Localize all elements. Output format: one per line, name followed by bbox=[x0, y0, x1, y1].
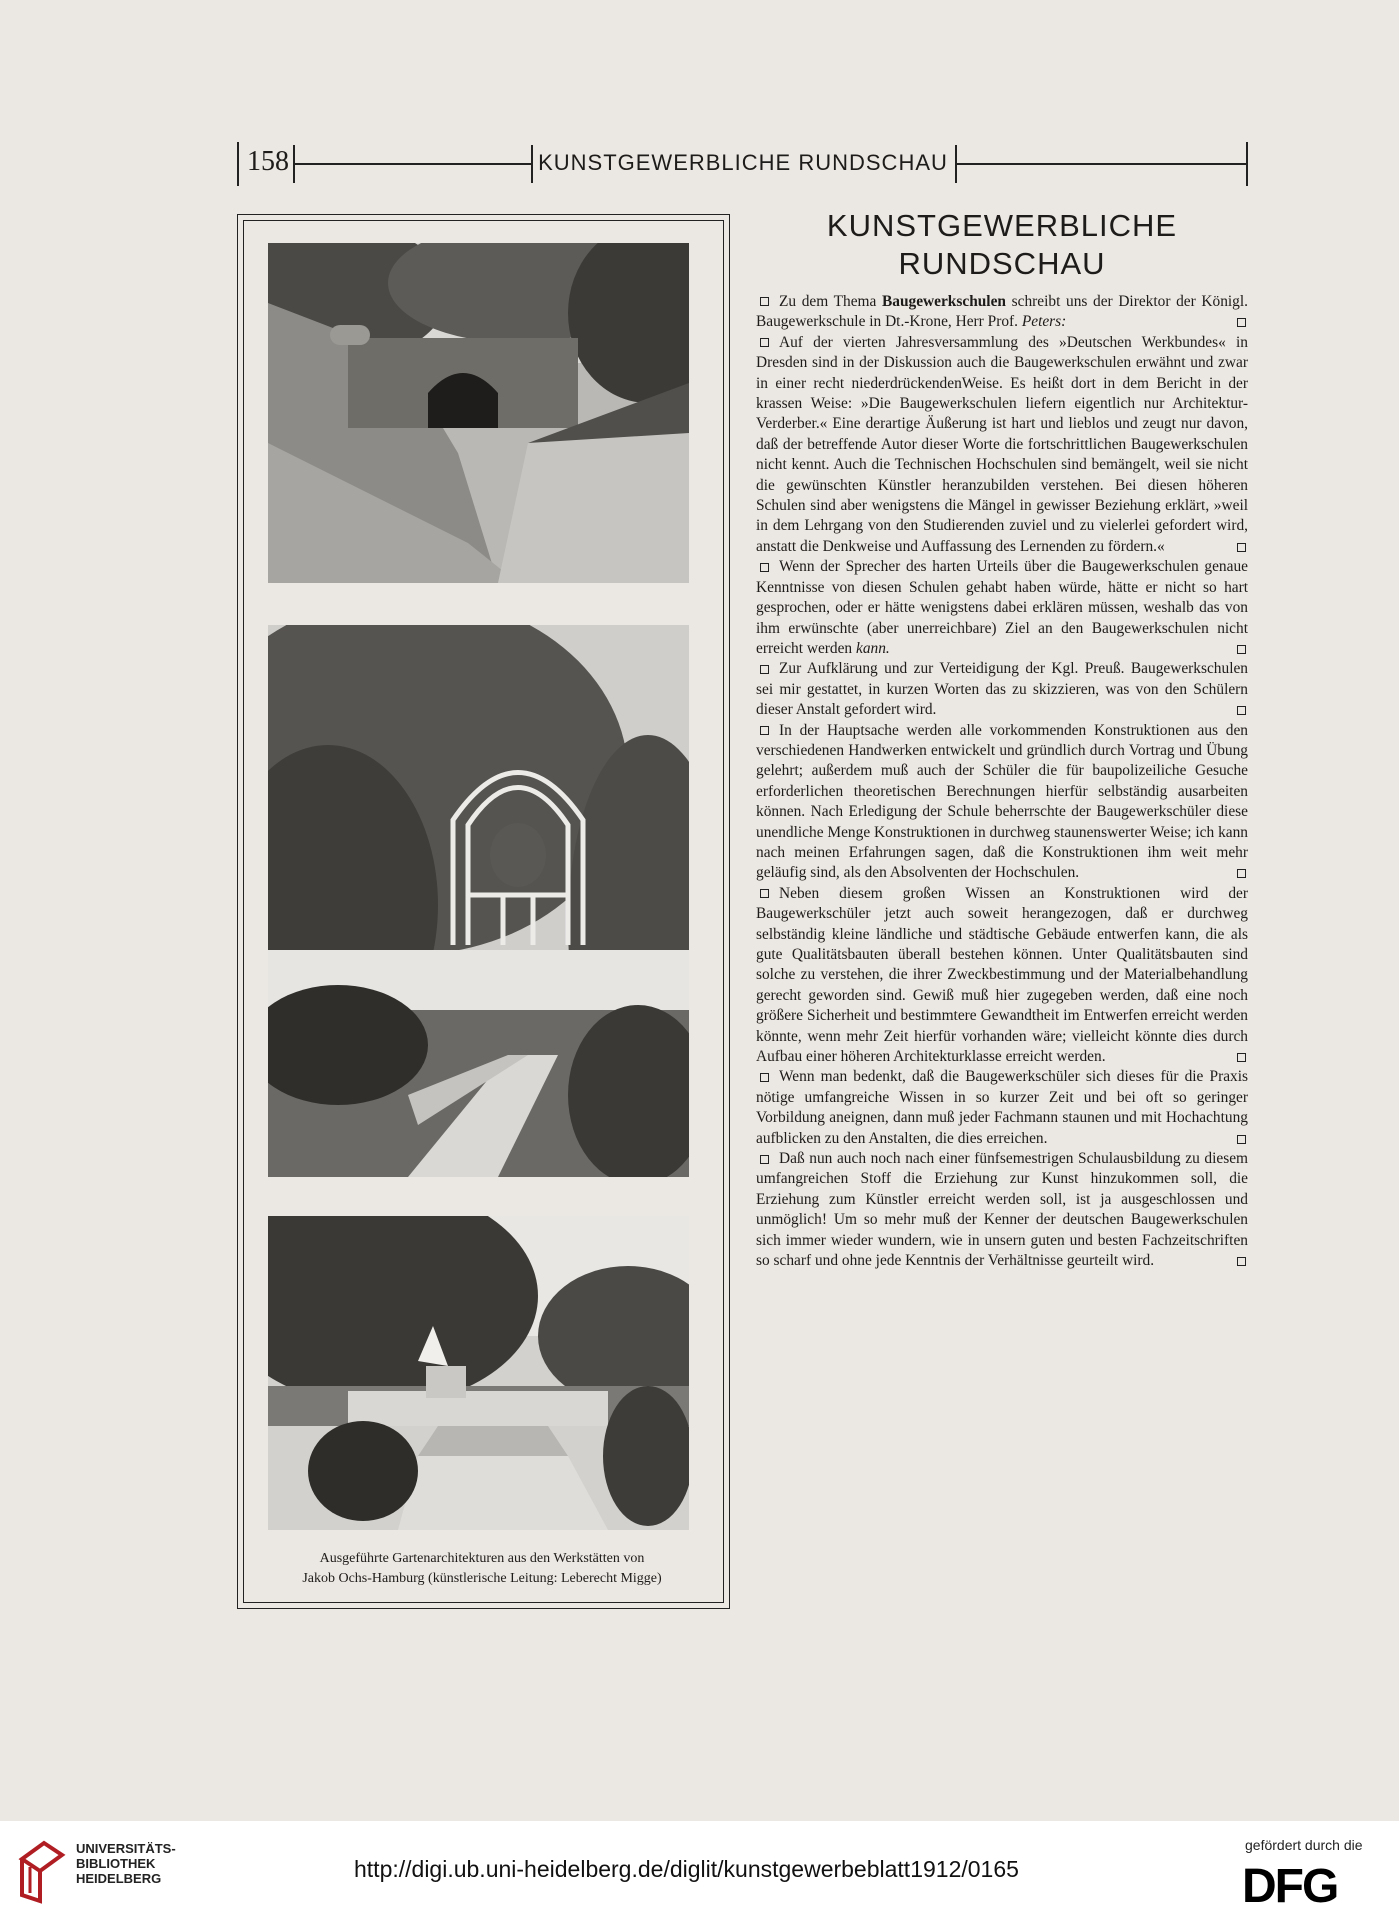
library-name-line: UNIVERSITÄTS- bbox=[76, 1841, 176, 1856]
emphasis-bold: Baugewerkschulen bbox=[881, 293, 1006, 310]
paragraph-end-icon bbox=[1237, 1257, 1246, 1266]
emphasis-italic: kann. bbox=[855, 639, 890, 657]
headline-line: KUNSTGEWERBLICHE bbox=[826, 208, 1178, 243]
text: Wenn man bedenkt, daß die Baugewerkschüler sich dieses für die Praxis nötige umfangreiche Wissen in so kurzer Zeit und bei oft so geringer Vorbildung aneignen, dann muß jeder Fachmann staunen und mit Hochachtung aufblicken zu den Anstalten, die dies erreichen. bbox=[756, 1068, 1248, 1147]
paragraph bbox=[756, 884, 1248, 1068]
text: schreibt uns der Direktor der Königl. Baugewerkschule in Dt.-Krone, Herr Prof. bbox=[756, 293, 1248, 331]
text: Zu dem Thema bbox=[779, 293, 882, 310]
funder-logo: DFG bbox=[1242, 1860, 1338, 1913]
paragraph-end-icon bbox=[1237, 543, 1246, 552]
paragraph-end-icon bbox=[1237, 318, 1246, 327]
page-number: 158 bbox=[247, 146, 289, 177]
caption-line: Ausgeführte Gartenarchitekturen aus den Werkstätten von bbox=[319, 1551, 645, 1566]
paragraph-marker-icon bbox=[760, 665, 769, 674]
paragraph-end-icon bbox=[1237, 706, 1246, 715]
paragraph bbox=[756, 292, 1248, 333]
paragraph bbox=[756, 721, 1248, 884]
text: Daß nun auch noch nach einer fünfsemestrigen Schulausbildung zu diesem umfangreichen Stoff die Erziehung zur Kunst hinzukommen soll, die Erziehung zum Künstler erreicht werden soll, ist ja ausgeschlossen und unmöglich! Um so mehr muß der Kenner der deutschen Baugewerkschulen sich immer wieder wundern, wie in unsern guten und besten Fachzeitschriften so scharf und ohne jede Kenntnis der Verhältnisse geurteilt wird. bbox=[756, 1150, 1248, 1270]
paragraph bbox=[756, 1067, 1248, 1149]
caption-line: Jakob Ochs-Hamburg (künstlerische Leitung: Leberecht Migge) bbox=[302, 1571, 662, 1586]
text: Auf der vierten Jahresversammlung des »Deutschen Werkbundes« in Dresden sind in der Diskussion auch die Baugewerkschulen erwähnt und zwar in einer recht niederdrückendenWeise. Es heißt dort in dem Bericht in der krassen Weise: »Die Baugewerkschulen liefern eigentlich nur Architektur-Verderber.« Eine derartige Äußerung ist hart und lieblos und zeugt nur davon, daß der betreffende Autor dieser Worte die fortschrittlichen Baugewerkschulen nicht kennt. Auch die Technischen Hochschulen sind bemängelt, weil sie nicht die gewünschten Künstler heranzubilden verstehen. Bei diesen höheren Schulen sind aber wenigstens die Mängel in gewisser Beziehung erklärt, »weil in dem Lehrgang von den Studierenden zuviel und zu vielerlei gefordert wird, anstatt die Denkweise und Auffassung des Lernenden zu fördern.« bbox=[756, 333, 1248, 555]
paragraph-end-icon bbox=[1237, 1135, 1246, 1144]
library-name bbox=[76, 1841, 176, 1886]
header-rule-left bbox=[295, 163, 531, 165]
paragraph-marker-icon bbox=[760, 1155, 769, 1164]
headline-line: RUNDSCHAU bbox=[898, 246, 1106, 281]
emphasis-italic: Peters: bbox=[1021, 313, 1067, 331]
paragraph-marker-icon bbox=[760, 563, 769, 572]
paragraph-end-icon bbox=[1237, 1053, 1246, 1062]
header-rule-right bbox=[957, 163, 1246, 165]
running-header bbox=[237, 142, 1248, 186]
paragraph-end-icon bbox=[1237, 869, 1246, 878]
article-body bbox=[756, 292, 1248, 1272]
library-logo-icon bbox=[14, 1839, 68, 1905]
paragraph-marker-icon bbox=[760, 297, 769, 306]
digitization-footer bbox=[0, 1821, 1399, 1923]
paragraph-end-icon bbox=[1237, 645, 1246, 654]
paragraph bbox=[756, 557, 1248, 659]
text: Zur Aufklärung und zur Verteidigung der Kgl. Preuß. Baugewerkschulen sei mir gestattet, in kurzen Worten das zu skizzieren, was von den Schülern dieser Anstalt gefordert wird. bbox=[756, 660, 1248, 719]
paragraph-marker-icon bbox=[760, 338, 769, 347]
figure-caption bbox=[256, 1549, 708, 1589]
permalink-url[interactable]: http://digi.ub.uni-heidelberg.de/diglit/kunstgewerbeblatt1912/0165 bbox=[354, 1856, 1019, 1882]
paragraph-marker-icon bbox=[760, 889, 769, 898]
paragraph bbox=[756, 659, 1248, 720]
text: Neben diesem großen Wissen an Konstruktionen wird der Baugewerkschüler jetzt auch soweit herangezogen, daß er durchweg selbständig kleine ländliche und städtische Gebäude entwerfen kann, die als gute Qualitätsbauten überall bestehen können. Unter Qualitätsbauten sind solche zu verstehen, die ihrer Zweckbestimmung und der Materialbehandlung gerecht geworden sind. Gewiß muß hier zugegeben werden, daß eine noch größere Sicherheit und bestimmtere Gewandtheit im Entwerfen erreicht werden könnte, wenn mehr Zeit hierfür vorhanden wäre; vielleicht könnte dies durch Aufbau einer höheren Architekturklasse erreicht werden. bbox=[756, 884, 1248, 1066]
photo-statue-steps bbox=[268, 1216, 689, 1530]
photo-stone-bridge bbox=[268, 243, 689, 583]
paragraph-marker-icon bbox=[760, 726, 769, 735]
paragraph bbox=[756, 333, 1248, 557]
running-title: KUNSTGEWERBLICHE RUNDSCHAU bbox=[538, 150, 948, 175]
text: In der Hauptsache werden alle vorkommenden Konstruktionen aus den verschiedenen Handwerken entwickelt und gründlich durch Vortrag und Übung gelehrt; außerdem muß auch der Schüler die für baupolizeiliche Gesuche erforderlichen theoretischen Berechnungen hierfür selbständig ausarbeiten können. Nach Erledigung der Schule beherrschte der Baugewerkschüler diese unendliche Menge Konstruktionen in durchweg staunenswerter Weise; ich kann nach meinen Erfahrungen sagen, daß die Konstruktionen ihm weit mehr geläufig sind, als den Absolventen der Hochschulen. bbox=[756, 721, 1248, 882]
paragraph-marker-icon bbox=[760, 1073, 769, 1082]
photo-trellis-pavilion bbox=[268, 625, 689, 1177]
library-name-line: HEIDELBERG bbox=[76, 1871, 162, 1886]
funded-by-label: gefördert durch die bbox=[1245, 1837, 1363, 1853]
article-headline bbox=[756, 207, 1248, 283]
library-name-line: BIBLIOTHEK bbox=[76, 1856, 156, 1871]
paragraph bbox=[756, 1149, 1248, 1271]
text: Wenn der Sprecher des harten Urteils über die Baugewerkschulen genaue Kenntnisse von diesen Schulen gehabt haben würde, hätte er nicht so hart gesprochen, oder er hätte wenigstens dabei erklären müssen, weshalb das von ihm erwünschte (aber unerreichbare) Ziel an den Baugewerkschulen nicht erreicht werden bbox=[756, 558, 1248, 657]
